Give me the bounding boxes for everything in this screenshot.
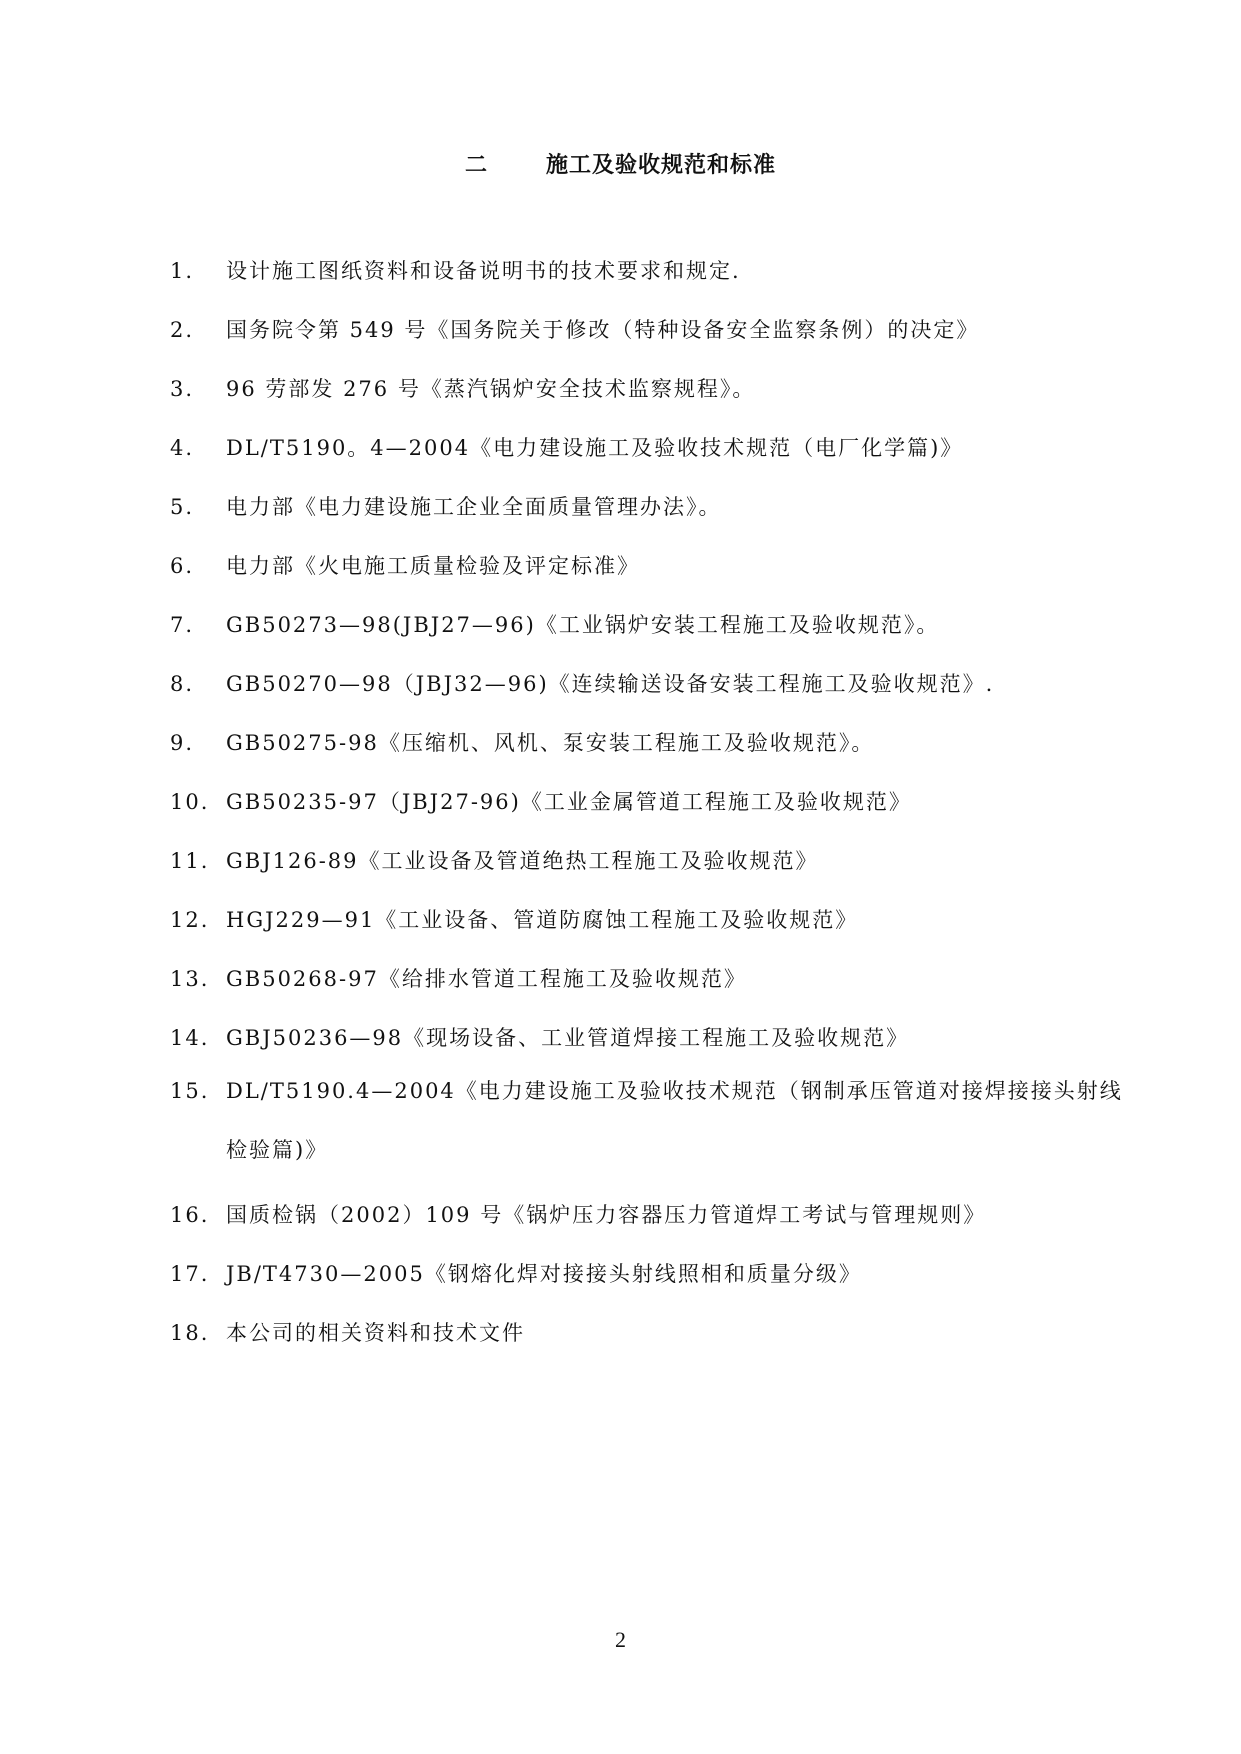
section-heading bbox=[0, 148, 1241, 179]
item-text: HGJ229—91《工业设备、管道防腐蚀工程施工及验收规范》 bbox=[226, 908, 859, 932]
item-number: 13. bbox=[170, 967, 210, 991]
item-number: 18. bbox=[170, 1321, 210, 1345]
item-number: 17. bbox=[170, 1262, 210, 1286]
item-number: 7. bbox=[170, 613, 195, 637]
item-text: DL/T5190.4—2004《电力建设施工及验收技术规范（钢制承压管道对接焊接接头射线检验篇)》 bbox=[226, 1079, 1123, 1162]
item-text: DL/T5190。4—2004《电力建设施工及验收技术规范（电厂化学篇)》 bbox=[226, 436, 964, 460]
item-text: JB/T4730—2005《钢熔化焊对接接头射线照相和质量分级》 bbox=[226, 1262, 862, 1286]
list-item bbox=[170, 904, 1130, 963]
item-number: 9. bbox=[170, 731, 195, 755]
list-item bbox=[170, 1199, 1130, 1258]
list-item bbox=[170, 1258, 1130, 1317]
standards-list bbox=[170, 255, 1130, 1376]
item-text: 电力部《火电施工质量检验及评定标准》 bbox=[226, 554, 640, 578]
page-number: 2 bbox=[615, 1627, 626, 1652]
item-number: 5. bbox=[170, 495, 195, 519]
list-item bbox=[170, 963, 1130, 1022]
item-number: 14. bbox=[170, 1026, 210, 1050]
item-text: 本公司的相关资料和技术文件 bbox=[226, 1321, 525, 1345]
list-item bbox=[170, 609, 1130, 668]
item-number: 10. bbox=[170, 790, 210, 814]
item-text: GB50273—98(JBJ27—96)《工业锅炉安装工程施工及验收规范》。 bbox=[226, 613, 940, 637]
item-number: 15. bbox=[170, 1079, 210, 1103]
item-number: 1. bbox=[170, 259, 195, 283]
item-number: 3. bbox=[170, 377, 195, 401]
list-item bbox=[170, 1081, 1130, 1180]
section-number: 二 bbox=[464, 152, 488, 178]
list-item bbox=[170, 845, 1130, 904]
list-item bbox=[170, 786, 1130, 845]
item-text: GB50275-98《压缩机、风机、泵安装工程施工及验收规范》。 bbox=[226, 731, 875, 755]
item-number: 8. bbox=[170, 672, 195, 696]
list-item bbox=[170, 668, 1130, 727]
item-number: 12. bbox=[170, 908, 210, 932]
item-text: 设计施工图纸资料和设备说明书的技术要求和规定. bbox=[226, 259, 741, 283]
list-item bbox=[170, 550, 1130, 609]
item-number: 4. bbox=[170, 436, 195, 460]
item-text: GBJ50236—98《现场设备、工业管道焊接工程施工及验收规范》 bbox=[226, 1026, 910, 1050]
item-text: 96 劳部发 276 号《蒸汽锅炉安全技术监察规程》。 bbox=[226, 377, 756, 401]
item-number: 6. bbox=[170, 554, 195, 578]
item-text: 国质检锅（2002）109 号《锅炉压力容器压力管道焊工考试与管理规则》 bbox=[226, 1203, 987, 1227]
item-text: GBJ126-89《工业设备及管道绝热工程施工及验收规范》 bbox=[226, 849, 819, 873]
section-title: 施工及验收规范和标准 bbox=[546, 152, 777, 178]
item-number: 11. bbox=[170, 849, 210, 873]
item-text: GB50235-97（JBJ27-96)《工业金属管道工程施工及验收规范》 bbox=[226, 790, 912, 814]
item-text: 电力部《电力建设施工企业全面质量管理办法》。 bbox=[226, 495, 722, 519]
list-item bbox=[170, 432, 1130, 491]
item-number: 2. bbox=[170, 318, 195, 342]
list-item bbox=[170, 373, 1130, 432]
item-number: 16. bbox=[170, 1203, 210, 1227]
list-item bbox=[170, 1317, 1130, 1376]
item-text: GB50268-97《给排水管道工程施工及验收规范》 bbox=[226, 967, 747, 991]
list-item bbox=[170, 491, 1130, 550]
item-text: GB50270—98（JBJ32—96)《连续输送设备安装工程施工及验收规范》. bbox=[226, 672, 995, 696]
item-text: 国务院令第 549 号《国务院关于修改（特种设备安全监察条例）的决定》 bbox=[226, 318, 980, 342]
list-item bbox=[170, 727, 1130, 786]
list-item bbox=[170, 314, 1130, 373]
list-item bbox=[170, 255, 1130, 314]
